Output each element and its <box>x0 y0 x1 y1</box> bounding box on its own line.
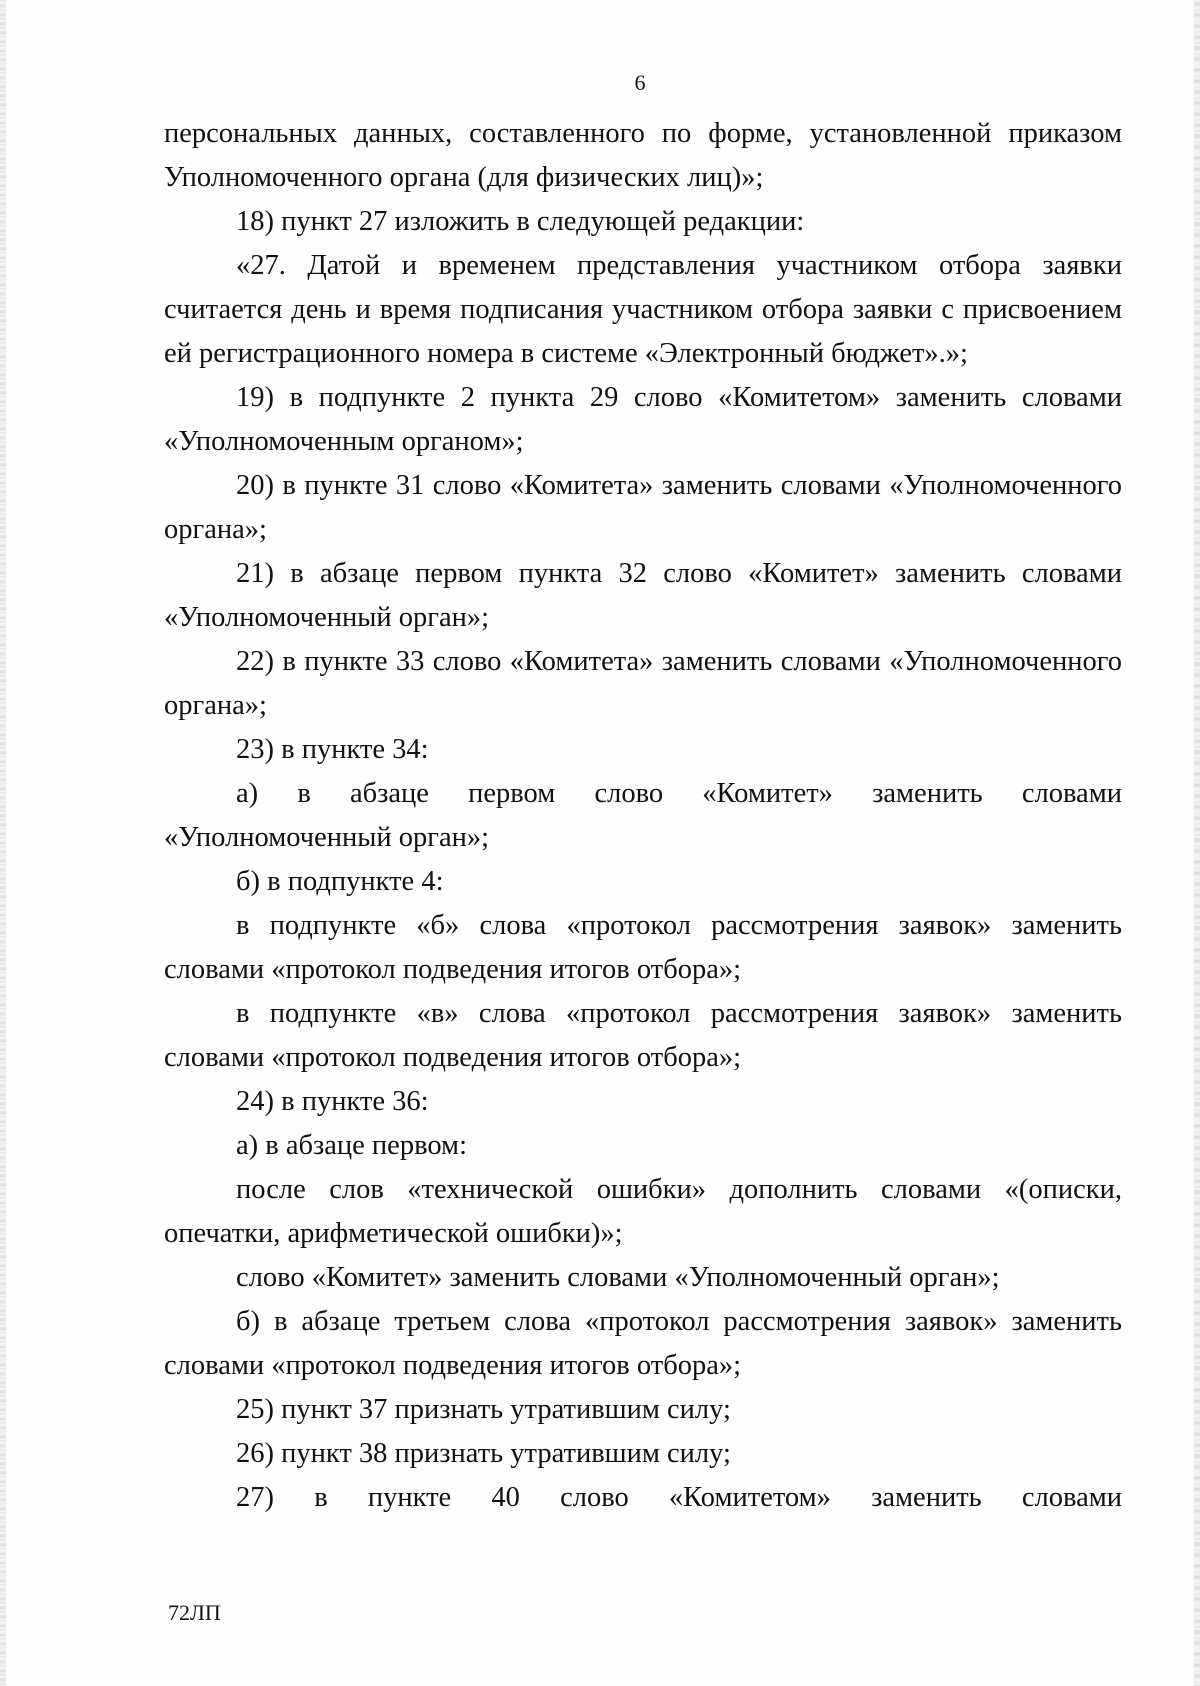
paragraph: 27) в пункте 40 слово «Комитетом» заменить словами <box>236 1482 1122 1513</box>
paragraph: персональных данных, составленного по форме, установленной приказом Уполномоченного органа (для физических лиц)»; <box>164 118 1122 193</box>
paragraph: б) в абзаце третьем слова «протокол рассмотрения заявок» заменить словами «протокол подведения итогов отбора»; <box>164 1306 1122 1381</box>
paragraph: «27. Датой и временем представления участником отбора заявки считается день и время подписания участником отбора заявки с присвоением ей регистрационного номера в системе «Электронный бюджет».»; <box>164 250 1122 369</box>
paragraph: 26) пункт 38 признать утратившим силу; <box>236 1438 731 1469</box>
paragraph: 22) в пункте 33 слово «Комитета» заменить словами «Уполномоченного органа»; <box>164 646 1122 721</box>
paragraph: в подпункте «б» слова «протокол рассмотрения заявок» заменить словами «протокол подведения итогов отбора»; <box>164 910 1122 985</box>
footer-code: 72ЛП <box>168 1600 221 1625</box>
scan-edge-left <box>0 0 6 1686</box>
paragraph: 25) пункт 37 признать утратившим силу; <box>236 1394 731 1425</box>
paragraph: 18) пункт 27 изложить в следующей редакции: <box>236 206 805 237</box>
scan-edge-right <box>1194 0 1200 1686</box>
paragraph: в подпункте «в» слова «протокол рассмотрения заявок» заменить словами «протокол подведения итогов отбора»; <box>164 998 1122 1073</box>
paragraph: 20) в пункте 31 слово «Комитета» заменить словами «Уполномоченного органа»; <box>164 470 1122 545</box>
paragraph: 23) в пункте 34: <box>236 734 429 765</box>
paragraph: после слов «технической ошибки» дополнить словами «(описки, опечатки, арифметической ошибки)»; <box>164 1174 1122 1249</box>
paragraph: слово «Комитет» заменить словами «Уполномоченный орган»; <box>236 1262 1000 1293</box>
document-body <box>164 112 1122 1520</box>
paragraph: б) в подпункте 4: <box>236 866 444 897</box>
paragraph: 24) в пункте 36: <box>236 1086 429 1117</box>
page-number: 6 <box>634 70 646 95</box>
paragraph: а) в абзаце первом слово «Комитет» заменить словами «Уполномоченный орган»; <box>164 778 1122 853</box>
paragraph: а) в абзаце первом: <box>236 1130 468 1161</box>
paragraph: 19) в подпункте 2 пункта 29 слово «Комитетом» заменить словами «Уполномоченным органом»; <box>164 382 1122 457</box>
paragraph: 21) в абзаце первом пункта 32 слово «Комитет» заменить словами «Уполномоченный орган»; <box>164 558 1122 633</box>
